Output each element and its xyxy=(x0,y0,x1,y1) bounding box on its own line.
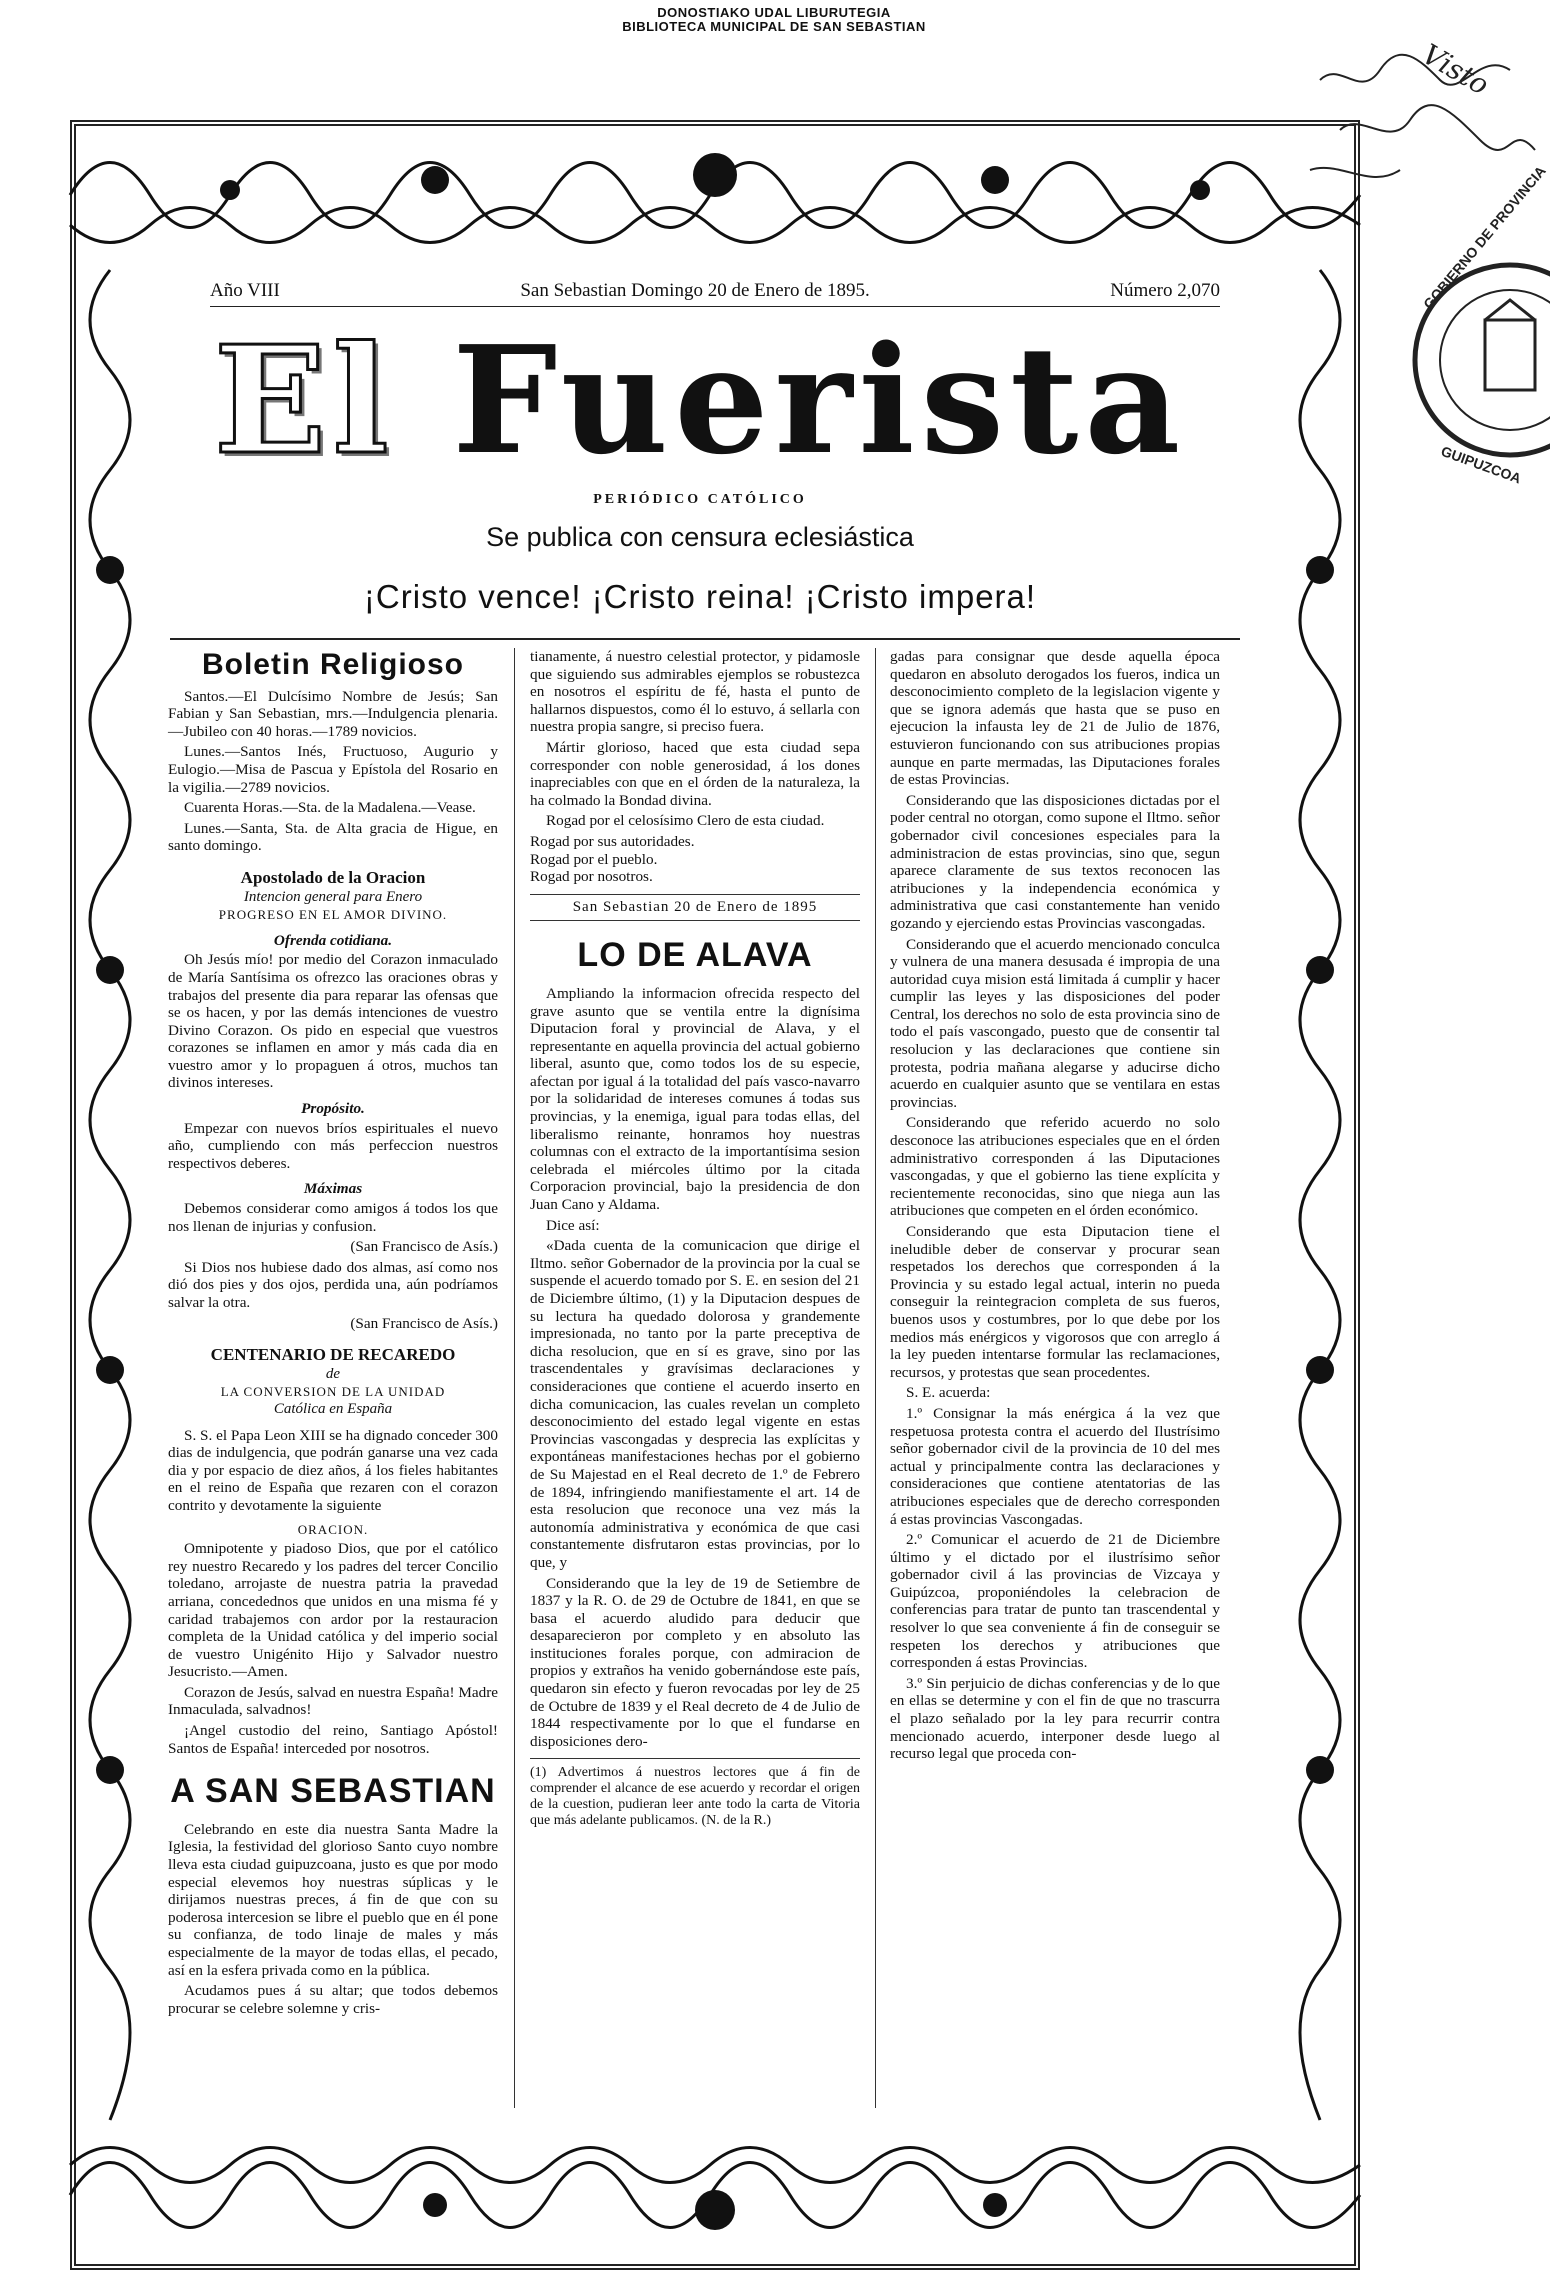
col2-paragraph: Rogad por el celosísimo Clero de esta ciudad. xyxy=(546,812,825,830)
oracion-paragraph-3: ¡Angel custodio del reino, Santiago Apóstol! Santos de España! interceded por nosotros. xyxy=(168,1722,498,1757)
col3-continuation: gadas para consignar que desde aquella época quedaron en absoluto derogados los fueros, indica un desconocimiento completo de la legislacion vigente y que se ignora además que hasta que se puso en ejecucion la infausta ley de 21 de Julio de 1876, estuvieron funcionando con sus atribuciones propias aunque en parte mermadas, las Diputaciones forales de estas Provincias. xyxy=(890,648,1220,789)
col2-paragraph: Mártir glorioso, haced que esta ciudad sepa corresponder con noble generosidad, á los dones inapreciables con que en el órden de la naturaleza, la ha colmado la Bondad divina. xyxy=(530,738,860,809)
archive-line-2: BIBLIOTECA MUNICIPAL DE SAN SEBASTIAN xyxy=(622,19,926,34)
handwriting-text: Visto xyxy=(1416,37,1495,102)
boletin-paragraph: Santos.—El Dulcísimo Nombre de Jesús; San Fabian y San Sebastian, mrs.—Indulgencia plenaria.—Jubileo con 40 horas.—1789 novicios. xyxy=(168,687,498,740)
issue-place-date: San Sebastian Domingo 20 de Enero de 1895. xyxy=(520,280,870,301)
masthead-censura: Se publica con censura eclesiástica xyxy=(486,522,914,552)
ornament-bottom xyxy=(70,2120,1360,2270)
maximas-source: (San Francisco de Asís.) xyxy=(350,1314,498,1332)
col3-paragraph: 2.º Comunicar el acuerdo de 21 de Diciembre último y el dictado por el ilustrísimo señor gobernador civil á las provincias de Vizcaya y Guipúzcoa, proponiéndoles la celebracion de conferencias para tratar de punto tan trascendental y resolver lo que sea conveniente á fin de conseguir se respeten los derechos y atribuciones que corresponden á estas Provincias. xyxy=(890,1531,1220,1672)
col3-paragraph: S. E. acuerda: xyxy=(906,1384,991,1402)
ornament-top xyxy=(70,120,1360,270)
footnote: (1) Advertimos á nuestros lectores que á fin de comprender el alcance de ese acuerdo y recordar el origen de la cuestion, pudieran leer ante todo la carta de Vitoria que más adelante publicamos. (N. de la R.) xyxy=(530,1758,860,1829)
oracion-paragraph-2: Corazon de Jesús, salvad en nuestra España! Madre Inmaculada, salvadnos! xyxy=(168,1683,498,1719)
col2-prayer: Rogad por nosotros. xyxy=(530,868,653,886)
maximas-source: (San Francisco de Asís.) xyxy=(350,1238,498,1256)
maximas-paragraph: Debemos considerar como amigos á todos los que nos llenan de injurias y confusion. xyxy=(168,1200,498,1235)
apostolado-title: Apostolado de la Oracion xyxy=(240,867,426,887)
centenario-subtitle-2: Católica en España xyxy=(273,1400,393,1417)
oracion-paragraph: Omnipotente y piadoso Dios, que por el católico rey nuestro Recaredo y los padres del tercer Concilio toledano, arrojaste de nuestra patria la pravedad arriana, concedednos que unidos en una misma fé y caridad trabajemos con ardor por la restauracion completa de la Unidad católica y del imperio social de vuestro Unigénito Hijo y Salvador nuestro Jesucristo.—Amen. xyxy=(168,1540,498,1681)
proposito-paragraph: Empezar con nuevos bríos espirituales el nuevo año, cumpliendo con más perfeccion nuestros respectivos deberes. xyxy=(168,1119,498,1172)
masthead-rule xyxy=(170,638,1240,640)
government-stamp xyxy=(1400,162,1550,487)
column-2 xyxy=(530,648,860,2108)
issue-number: Número 2,070 xyxy=(1110,280,1220,301)
col2-prayer: Rogad por sus autoridades. xyxy=(530,832,695,850)
col3-paragraph: Considerando que el acuerdo mencionado conculca y vulnera de una manera desusada é impropia de una autoridad cuya mision está limitada á cumplir y hacer cumplir las leyes y las disposiciones del poder Central, los derechos no solo de esta provincia sino de todo el país vascongado, puesto que de consentir tal resolucion y las declaraciones que contiene sin protesta, podria mañana alegarse y aducirse dicho acuerdo en cualquier asunto que se ventilara en estas provincias. xyxy=(890,935,1220,1111)
col3-paragraph: 3.º Sin perjuicio de dichas conferencias y de lo que en ellas se determine y con el fin de que no trascurra el plazo señalado por la ley para recurrir contra mencionado acuerdo, interponer desde luego al recurso legal que proceda con- xyxy=(890,1674,1220,1763)
boletin-paragraph: Lunes.—Santos Inés, Fructuoso, Augurio y Eulogio.—Misa de Pascua y Epístola del Rosario en la vigilia.—2789 novicios. xyxy=(168,743,498,796)
san-sebastian-title: A SAN SEBASTIAN xyxy=(170,1772,496,1811)
masthead-subtitle: PERIÓDICO CATÓLICO xyxy=(593,492,807,507)
centenario-title: CENTENARIO DE RECAREDO xyxy=(210,1345,456,1365)
oracion-title: ORACION. xyxy=(297,1521,369,1537)
boletin-paragraph: Lunes.—Santa, Sta. de Alta gracia de Higue, en santo domingo. xyxy=(168,819,498,855)
alava-paragraph: Dice así: xyxy=(546,1216,600,1234)
column-divider-2 xyxy=(875,648,876,2108)
boletin-paragraph: Cuarenta Horas.—Sta. de la Madalena.—Vease. xyxy=(184,799,476,817)
col3-paragraph: Considerando que esta Diputacion tiene el ineludible deber de conservar y procurar sean respetados los derechos que corresponden á la Provincia y su estado legal actual, interin no pueda conseguir la reintegracion completa de sus fueros, buenos usos y costumbres, por lo que debe por los medios más enérgicos y vigorosos que con arreglo á la ley pueden intentarse formular las reclamaciones, recursos, y protestas que sean procedentes. xyxy=(890,1223,1220,1381)
col3-paragraph: 1.º Consignar la más enérgica á la vez que respetuosa protesta contra el acuerdo del Ilustrísimo señor gobernador civil de la provincia de 10 del mes actual y principalmente contra las declaraciones y consideraciones que contiene atentatorias de las atribuciones especiales que de derecho corresponden á estas provincias Vascongadas. xyxy=(890,1404,1220,1528)
apostolado-caps: PROGRESO EN EL AMOR DIVINO. xyxy=(218,907,448,923)
alava-title: LO DE ALAVA xyxy=(577,936,813,975)
boletin-title: Boletin Religioso xyxy=(201,648,464,681)
column-1 xyxy=(168,648,498,2108)
stamp-text-bottom: GUIPUZCOA xyxy=(1438,442,1524,487)
alava-paragraph: Ampliando la informacion ofrecida respecto del grave asunto que se ventila entre la dignísima Diputacion foral y provincial de Alava, y el representante en aquella provincia del actual gobierno liberal, asunto que, como todos los de su especie, afectan por igual á la totalidad del país vasco-navarro por la solidaridad de intereses comunes á todas sus provincias, y la enemiga, igual para todas ellas, del liberalismo reinante, honramos hoy nuestras columnas con el extracto de la importantísima sesion celebrada el miércoles último por la citada Corporacion provincial, bajo la presidencia de don Juan Cano y Aldama. xyxy=(530,984,860,1214)
ofrenda-title: Ofrenda cotidiana. xyxy=(273,931,393,949)
stamp-text-top: GOBIERNO DE PROVINCIA xyxy=(1420,162,1549,312)
col3-paragraph: Considerando que las disposiciones dictadas por el poder central no otorgan, como supone el Iltmo. señor gobernador civil concesiones especiales para la administracion de estas provincias, sino que, segun aparece claramente de sus textos reconocen las atribuciones y la independencia económica y administrativa que casi constantemente han venido gozando y ejerciendo estas Provincias vascongadas. xyxy=(890,791,1220,932)
masthead-el: El xyxy=(213,313,395,487)
papa-paragraph: S. S. el Papa Leon XIII se ha dignado conceder 300 dias de indulgencia, que podrán ganarse una vez cada dia y por espacio de diez años, á los fieles habitantes en el reino de España que rezaren con el corazon contrito y devotamente la siguiente xyxy=(168,1426,498,1514)
col2-continuation: tianamente, á nuestro celestial protector, y pidamosle que siguiendo sus admirables ejemplos se robustezca en nosotros el espíritu de fé, hasta el punto de hallarnos dispuestos, como él lo estuvo, á sellarla con nuestra propia sangre, si preciso fuera. xyxy=(530,648,860,736)
alava-paragraph: «Dada cuenta de la comunicacion que dirige el Iltmo. señor Gobernador de la provincia por la cual se suspende el acuerdo tomado por S. E. en sesion del 21 de Diciembre último, (1) y la Diputacion despues de su lectura ha quedado dolorosa y grandemente impresionada, no tanto por la parte preceptiva de dicha resolucion, que en sí es grave, sino por las trascendentales y gravísimas declaraciones y consideraciones que contiene el acuerdo inserto en dicha comunicacion, las cuales revelan un completo desconocimiento del estado legal vigente en estas Provincias vascongadas y desprecia las explícitas y expontáneas manifestaciones hechas por el gobierno de Su Majestad en el Real decreto de 1.º de Febrero de 1894, infringiendo manifiestamente el art. 14 de esta resolucion que reconoce una vez más la autonomía administrativa y económica de que casi constantemente disfrutaron estas provincias, por lo que, y xyxy=(530,1237,860,1571)
column-divider-1 xyxy=(514,648,515,2108)
ofrenda-paragraph: Oh Jesús mío! por medio del Corazon inmaculado de María Santísima os ofrezco las oraciones obras y trabajos del presente dia para reparar las ofensas que se os hacen, y por las demás intenciones de vuestro Divino Corazon. Os pido en especial que vuestros corazones se inflamen en amor y más cada dia en vuestro amor y lo propaguen á otros, muchos tan divinos intereses. xyxy=(168,951,498,1092)
masthead-motto: ¡Cristo vence! ¡Cristo reina! ¡Cristo impera! xyxy=(363,578,1037,615)
masthead-title xyxy=(160,315,1240,485)
archive-line-1: DONOSTIAKO UDAL LIBURUTEGIA xyxy=(657,5,891,20)
col2-prayer: Rogad por el pueblo. xyxy=(530,850,658,868)
centenario-de: de xyxy=(325,1365,341,1382)
column-3 xyxy=(890,648,1220,2108)
proposito-title: Propósito. xyxy=(301,1100,365,1118)
centenario-subtitle-1: LA CONVERSION DE LA UNIDAD xyxy=(220,1384,446,1400)
maximas-title: Máximas xyxy=(303,1180,363,1198)
issue-year: Año VIII xyxy=(210,280,280,301)
col3-paragraph: Considerando que referido acuerdo no solo desconoce las atribuciones especiales que en el órden administrativo corresponden á las Diputaciones vascongadas, y que el gobierno las tiene explícita y recientemente reconocidas, sino que niega aun las atribuciones que competen en el órden económico. xyxy=(890,1114,1220,1220)
ornament-left xyxy=(70,270,150,2120)
san-sebastian-paragraph: Celebrando en este dia nuestra Santa Madre la Iglesia, la festividad del glorioso Santo cuyo nombre lleva esta ciudad guipuzcoana, justo es que por modo especial elevemos hoy nuestras súplicas y le dirijamos nuestras preces, á fin de que con su poderosa intercesion se libre el pueblo que en él pone su confianza, de todo linaje de males y más especialmente de la mayor de todas ellas, el pecado, así en la esfera privada como en la pública. xyxy=(168,1820,498,1979)
ornament-right xyxy=(1280,270,1360,2120)
apostolado-subtitle: Intencion general para Enero xyxy=(243,888,423,905)
san-sebastian-paragraph: Acudamos pues á su altar; que todos debemos procurar se celebre solemne y cris- xyxy=(168,1982,498,2017)
issue-header xyxy=(210,280,1220,307)
masthead-fuerista: Fuerista xyxy=(452,313,1187,487)
maximas-paragraph: Si Dios nos hubiese dado dos almas, así como nos dió dos pies y dos ojos, perdida una, aún podríamos salvar la otra. xyxy=(168,1258,498,1311)
dateline: San Sebastian 20 de Enero de 1895 xyxy=(530,894,860,922)
alava-paragraph: Considerando que la ley de 19 de Setiembre de 1837 y la R. O. de 29 de Octubre de 1841, en que se basa el acuerdo aludido para deducir que desaparecieron por completo y en absoluto las instituciones forales porque, con admiracion de propios y extraños ha venido gobernándose este país, quedaron sin efecto y fueron revocadas por ley de 25 de Octubre de 1839 y el Real decreto de 4 de Julio de 1844 respectivamente por lo que el fundarse en disposiciones dero- xyxy=(530,1574,860,1750)
